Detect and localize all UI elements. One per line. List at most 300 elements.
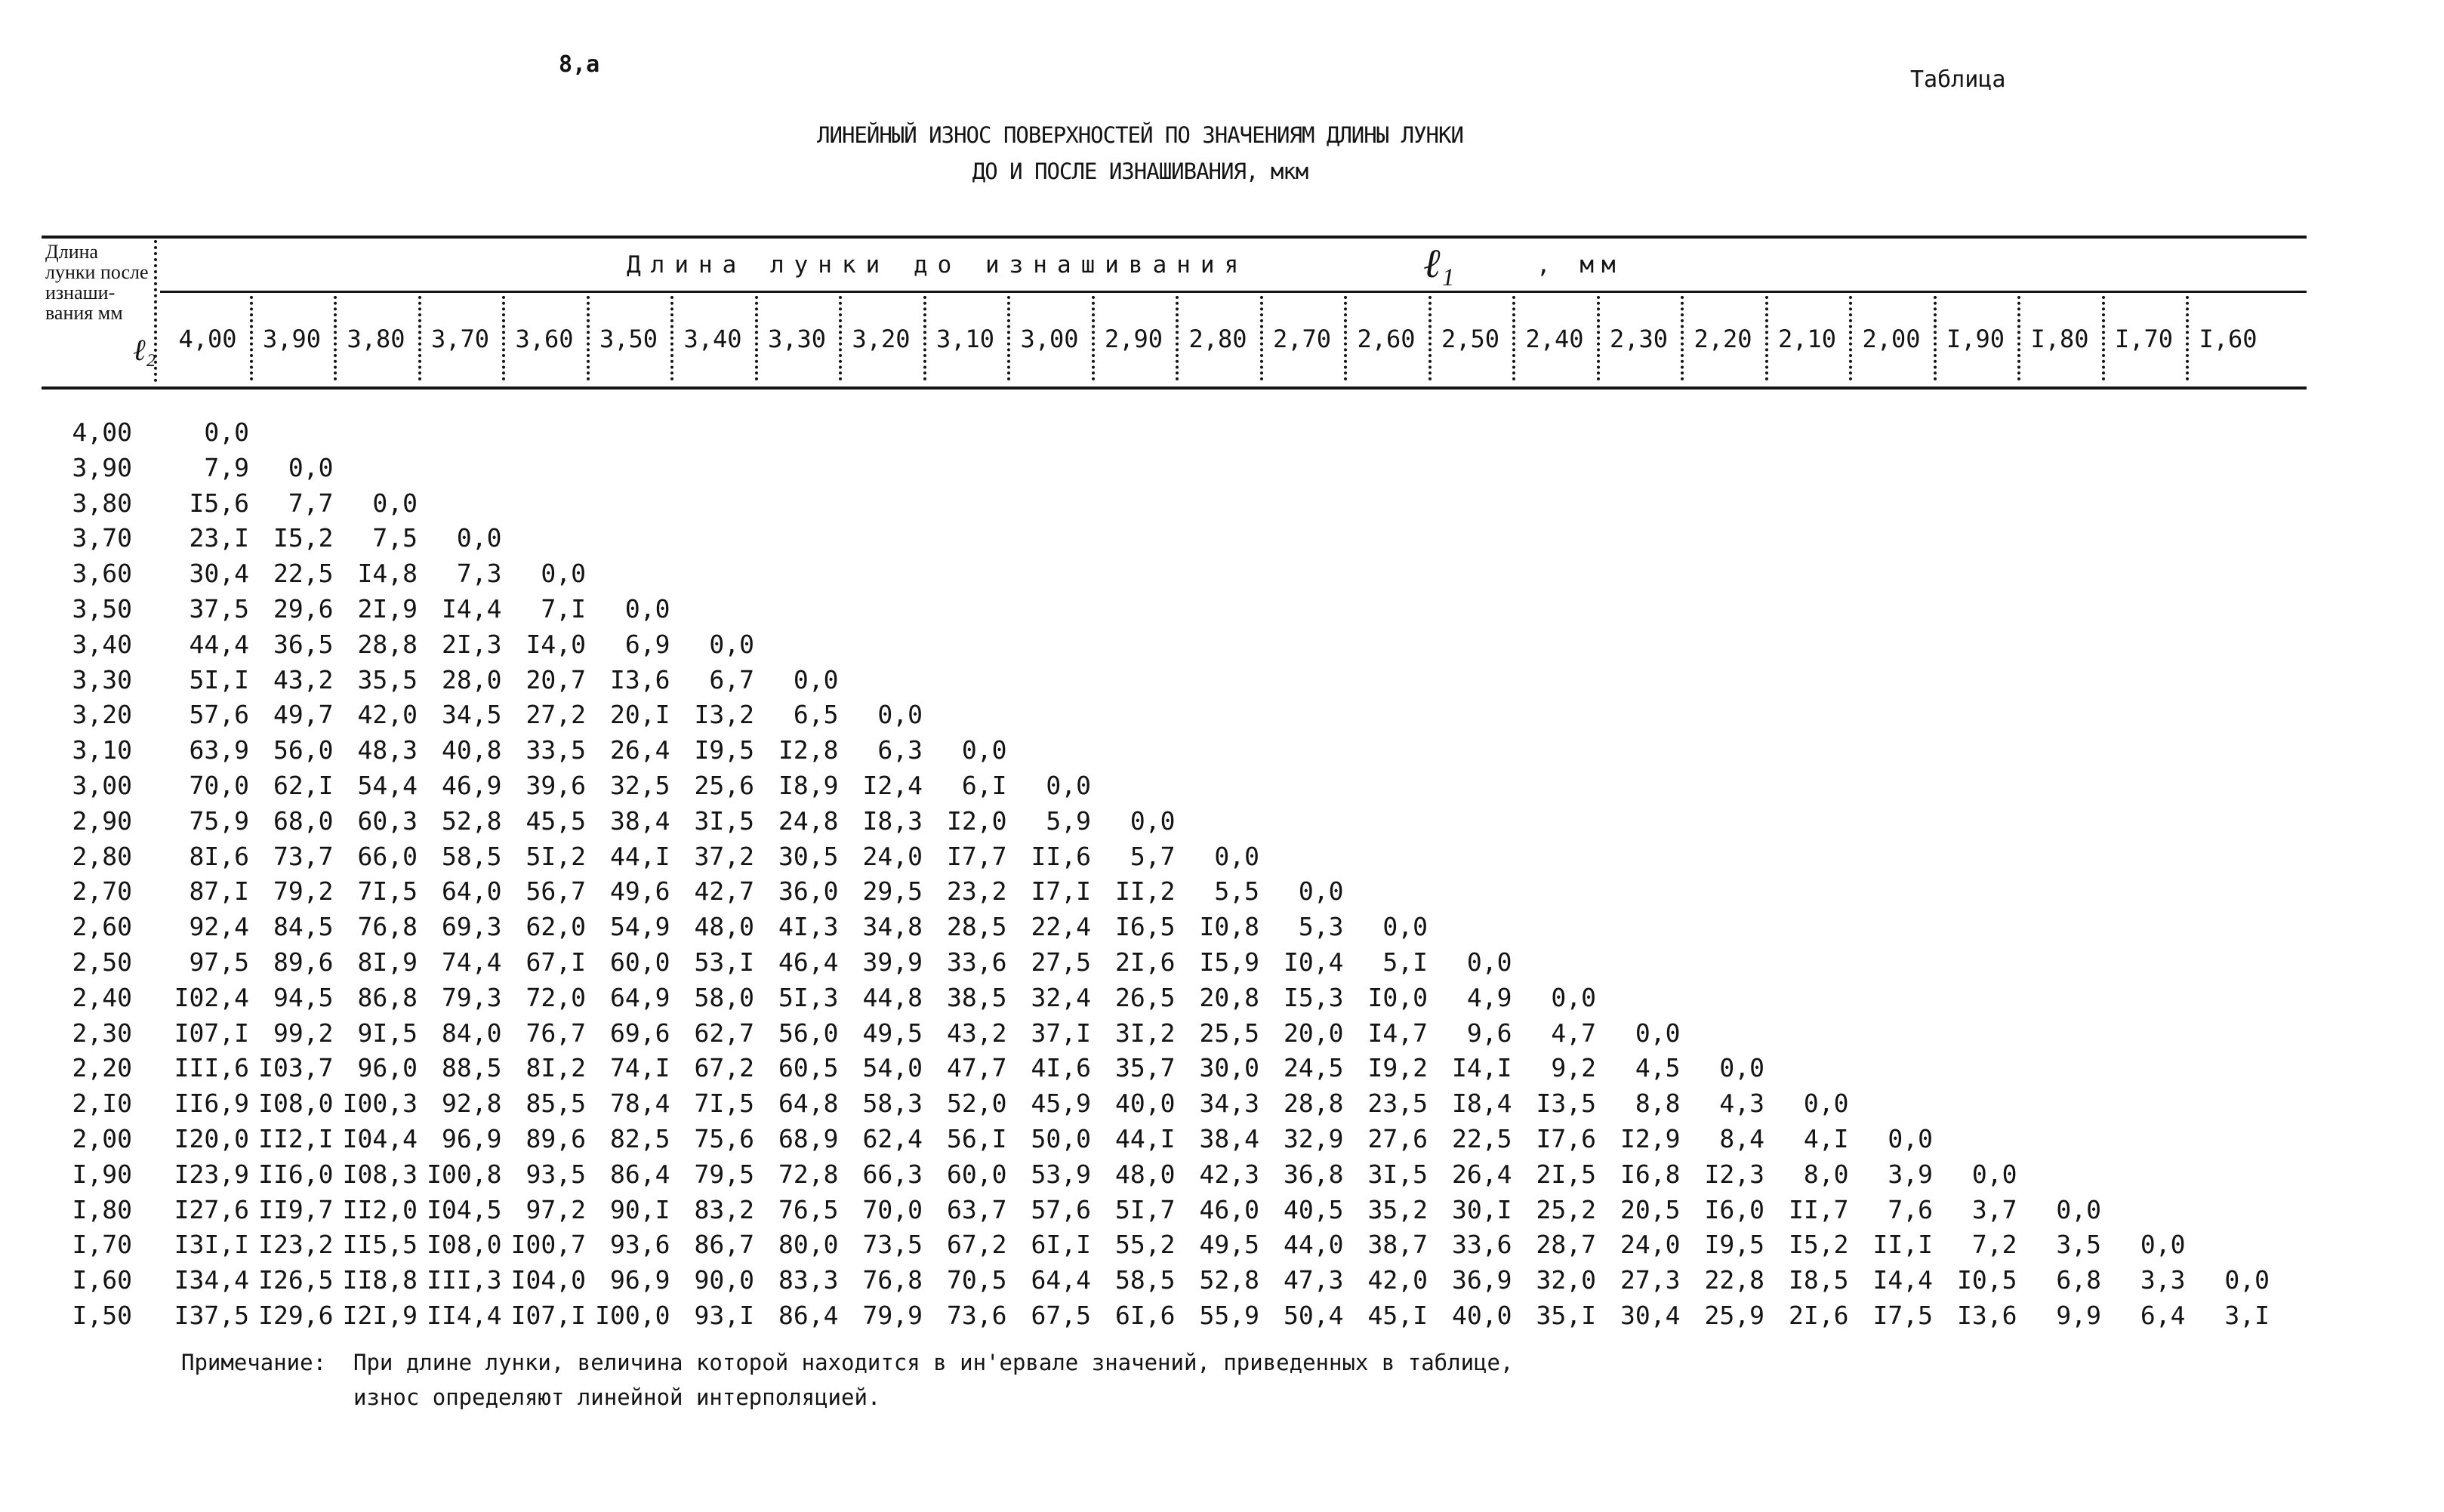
table-cell: 29,5 — [862, 876, 923, 907]
table-cell: 37,5 — [189, 594, 249, 624]
table-cell: 25,9 — [1704, 1301, 1764, 1330]
column-header: 2,70 — [1272, 325, 1332, 353]
table-cell: 39,6 — [525, 771, 586, 800]
table-cell: I04,4 — [342, 1124, 418, 1153]
table-cell: II,6 — [1031, 841, 1091, 871]
column-header: I,80 — [2030, 325, 2089, 353]
table-cell: I7,I — [1031, 876, 1091, 907]
table-cell: 33,5 — [525, 735, 586, 765]
row-header: 2,00 — [72, 1124, 132, 1153]
row-header: 3,60 — [72, 559, 132, 589]
table-cell: 93,I — [694, 1301, 754, 1330]
table-cell: 64,4 — [1031, 1265, 1091, 1295]
table-cell: 7,3 — [456, 559, 502, 589]
table-cell: 69,6 — [610, 1018, 670, 1048]
table-cell: 30,I — [1452, 1194, 1512, 1224]
table-cell: I5,2 — [1789, 1230, 1849, 1260]
table-cell: 75,6 — [694, 1124, 754, 1153]
column-header: 3,50 — [599, 325, 658, 353]
header-bottom-rule — [42, 386, 2307, 390]
row-header: I,70 — [72, 1230, 132, 1260]
table-cell: I04,5 — [427, 1194, 502, 1224]
column-header: 3,90 — [262, 325, 322, 353]
table-cell: 36,0 — [778, 876, 839, 907]
table-cell: 33,6 — [1452, 1230, 1512, 1260]
column-header: 2,30 — [1609, 325, 1669, 353]
table-cell: I4,4 — [442, 594, 502, 624]
table-cell: 32,5 — [610, 771, 670, 800]
column-header: I,90 — [1946, 325, 2005, 353]
table-cell: I6,0 — [1704, 1194, 1764, 1224]
table-cell: 36,9 — [1452, 1265, 1512, 1295]
table-cell: 42,0 — [357, 700, 418, 730]
column-separator — [250, 296, 253, 380]
table-cell: 3,9 — [1888, 1159, 1933, 1189]
table-cell: I3,6 — [610, 664, 670, 694]
table-cell: 72,0 — [525, 982, 586, 1012]
table-cell: 4,3 — [1719, 1089, 1764, 1119]
table-cell: 46,9 — [442, 771, 502, 800]
table-cell: 4,5 — [1635, 1053, 1681, 1083]
table-cell: 6,4 — [2140, 1301, 2186, 1330]
table-cell: 35,5 — [357, 664, 418, 694]
table-cell: 80,0 — [778, 1230, 839, 1260]
table-cell: 62,7 — [694, 1018, 754, 1048]
table-cell: I00,7 — [510, 1230, 586, 1260]
table-cell: 88,5 — [442, 1053, 502, 1083]
table-cell: I3,6 — [1957, 1301, 2017, 1330]
table-cell: 38,4 — [1199, 1124, 1259, 1153]
table-cell: 86,4 — [778, 1301, 839, 1330]
table-cell: 0,0 — [1130, 805, 1176, 836]
table-cell: 7,2 — [1971, 1230, 2017, 1260]
table-cell: 8,8 — [1635, 1089, 1681, 1119]
table-cell: I2,8 — [778, 735, 839, 765]
table-cell: 2I,6 — [1115, 947, 1176, 977]
table-cell: 90,0 — [694, 1265, 754, 1295]
table-cell: II,2 — [1115, 876, 1176, 907]
column-header: 3,60 — [515, 325, 574, 353]
column-separator — [1765, 296, 1768, 380]
table-cell: 2I,6 — [1789, 1301, 1849, 1330]
column-header: 3,20 — [852, 325, 911, 353]
table-cell: 54,9 — [610, 912, 670, 942]
table-cell: 26,4 — [1452, 1159, 1512, 1189]
column-header: 2,60 — [1357, 325, 1416, 353]
table-cell: 50,0 — [1031, 1124, 1091, 1153]
page-number: 8,а — [559, 51, 600, 78]
table-cell: 52,0 — [947, 1089, 1007, 1119]
table-cell: 3I,5 — [1367, 1159, 1428, 1189]
table-cell: 96,9 — [442, 1124, 502, 1153]
row-header: 3,70 — [72, 523, 132, 553]
column-header: 3,30 — [767, 325, 827, 353]
table-cell: 20,8 — [1199, 982, 1259, 1012]
table-cell: 62,4 — [862, 1124, 923, 1153]
table-cell: 76,5 — [778, 1194, 839, 1224]
table-cell: 35,I — [1536, 1301, 1596, 1330]
table-cell: II2,0 — [342, 1194, 418, 1224]
table-cell: I20,0 — [174, 1124, 249, 1153]
column-header: 3,10 — [935, 325, 995, 353]
table-cell: 25,5 — [1199, 1018, 1259, 1048]
table-cell: 90,I — [610, 1194, 670, 1224]
table-label: Таблица — [1910, 66, 2006, 93]
table-cell: 6I,I — [1031, 1230, 1091, 1260]
column-header: 2,40 — [1525, 325, 1584, 353]
table-cell: 93,5 — [525, 1159, 586, 1189]
table-cell: 0,0 — [2140, 1230, 2186, 1260]
table-cell: I4,8 — [357, 559, 418, 589]
table-cell: 8,0 — [1803, 1159, 1849, 1189]
column-header: 4,00 — [178, 325, 237, 353]
table-cell: 4,7 — [1551, 1018, 1596, 1048]
table-cell: I6,5 — [1115, 912, 1176, 942]
note-text-line-1: При длине лунки, величина которой находится в ин'ервале значений, приведенных в таблице, — [353, 1350, 1514, 1375]
table-cell: 22,4 — [1031, 912, 1091, 942]
table-cell: 0,0 — [961, 735, 1007, 765]
table-cell: I07,I — [174, 1018, 249, 1048]
table-cell: 46,0 — [1199, 1194, 1259, 1224]
column-separator — [755, 296, 758, 380]
column-separator — [2102, 296, 2105, 380]
table-cell: I04,0 — [510, 1265, 586, 1295]
table-cell: I2,4 — [862, 771, 923, 800]
column-separator — [1260, 296, 1263, 380]
column-header: 2,90 — [1104, 325, 1163, 353]
table-cell: 4I,6 — [1031, 1053, 1091, 1083]
table-cell: 24,0 — [862, 841, 923, 871]
table-cell: 5,3 — [1298, 912, 1344, 942]
table-cell: 0,0 — [709, 629, 754, 659]
header-divider-rule — [160, 291, 2307, 293]
table-cell: 0,0 — [541, 559, 586, 589]
table-cell: 7I,5 — [357, 876, 418, 907]
table-cell: 76,8 — [357, 912, 418, 942]
row-header: 3,50 — [72, 594, 132, 624]
table-cell: 37,2 — [694, 841, 754, 871]
table-cell: I08,0 — [427, 1230, 502, 1260]
table-cell: 45,I — [1367, 1301, 1428, 1330]
table-cell: 57,6 — [189, 700, 249, 730]
table-cell: 7,I — [541, 594, 586, 624]
table-cell: 43,2 — [273, 664, 334, 694]
table-cell: 48,3 — [357, 735, 418, 765]
column-header: 2,10 — [1777, 325, 1837, 353]
table-cell: I4,0 — [525, 629, 586, 659]
table-cell: 97,2 — [525, 1194, 586, 1224]
table-cell: 92,8 — [442, 1089, 502, 1119]
table-cell: 52,8 — [1199, 1265, 1259, 1295]
table-cell: 96,9 — [610, 1265, 670, 1295]
table-cell: 78,4 — [610, 1089, 670, 1119]
table-title-line-1: ЛИНЕЙНЫЙ ИЗНОС ПОВЕРХНОСТЕЙ ПО ЗНАЧЕНИЯМ ДЛИНЫ ЛУНКИ — [817, 122, 1463, 148]
table-cell: 0,0 — [1298, 876, 1344, 907]
table-cell: 75,9 — [189, 805, 249, 836]
table-cell: 0,0 — [288, 452, 334, 482]
table-cell: 30,4 — [189, 559, 249, 589]
table-cell: 20,7 — [525, 664, 586, 694]
row-header: 3,20 — [72, 700, 132, 730]
row-header: 3,10 — [72, 735, 132, 765]
table-cell: I00,8 — [427, 1159, 502, 1189]
table-cell: I5,6 — [189, 488, 249, 518]
row-header: 2,90 — [72, 805, 132, 836]
row-header: 2,I0 — [72, 1089, 132, 1119]
table-cell: 67,2 — [947, 1230, 1007, 1260]
row-header: I,90 — [72, 1159, 132, 1189]
table-cell: 54,4 — [357, 771, 418, 800]
table-cell: 7,9 — [204, 452, 249, 482]
table-cell: 63,7 — [947, 1194, 1007, 1224]
table-cell: 56,0 — [273, 735, 334, 765]
table-cell: 30,0 — [1199, 1053, 1259, 1083]
table-cell: 49,5 — [1199, 1230, 1259, 1260]
table-cell: 89,6 — [273, 947, 334, 977]
column-separator — [1344, 296, 1347, 380]
table-cell: I5,3 — [1284, 982, 1344, 1012]
column-header: 3,40 — [683, 325, 742, 353]
row-header: 4,00 — [72, 417, 132, 447]
table-top-rule — [42, 236, 2307, 239]
table-cell: 24,8 — [778, 805, 839, 836]
table-cell: 34,5 — [442, 700, 502, 730]
table-cell: 0,0 — [1971, 1159, 2017, 1189]
table-cell: 6,5 — [793, 700, 839, 730]
table-cell: I3,5 — [1536, 1089, 1596, 1119]
table-cell: 35,7 — [1115, 1053, 1176, 1083]
table-cell: 0,0 — [1382, 912, 1428, 942]
table-cell: 5,7 — [1130, 841, 1176, 871]
column-header: 3,70 — [430, 325, 490, 353]
table-cell: 32,0 — [1536, 1265, 1596, 1295]
table-cell: 22,5 — [273, 559, 334, 589]
table-cell: I2,9 — [1620, 1124, 1681, 1153]
table-cell: I7,6 — [1536, 1124, 1596, 1153]
table-cell: 27,6 — [1367, 1124, 1428, 1153]
table-cell: I7,7 — [947, 841, 1007, 871]
table-cell: 97,5 — [189, 947, 249, 977]
table-cell: 62,0 — [525, 912, 586, 942]
row-header: 2,20 — [72, 1053, 132, 1083]
row-header-symbol: ℓ₂ — [133, 333, 156, 367]
table-cell: 5I,3 — [778, 982, 839, 1012]
column-separator — [2186, 296, 2189, 380]
table-cell: 22,5 — [1452, 1124, 1512, 1153]
table-cell: 0,0 — [877, 700, 923, 730]
table-cell: 2I,5 — [1536, 1159, 1596, 1189]
table-cell: 32,4 — [1031, 982, 1091, 1012]
table-cell: I9,2 — [1367, 1053, 1428, 1083]
table-cell: 79,3 — [442, 982, 502, 1012]
table-cell: 49,5 — [862, 1018, 923, 1048]
table-cell: 86,8 — [357, 982, 418, 1012]
column-header: 2,80 — [1188, 325, 1247, 353]
table-cell: 9,6 — [1466, 1018, 1512, 1048]
table-cell: 53,I — [694, 947, 754, 977]
table-cell: 55,9 — [1199, 1301, 1259, 1330]
table-cell: 40,0 — [1452, 1301, 1512, 1330]
table-cell: 8,4 — [1719, 1124, 1764, 1153]
row-header: 3,40 — [72, 629, 132, 659]
table-cell: 70,5 — [947, 1265, 1007, 1295]
table-cell: 60,3 — [357, 805, 418, 836]
table-cell: I26,5 — [258, 1265, 334, 1295]
note-text-line-2: износ определяют линейной интерполяцией. — [353, 1384, 881, 1410]
table-cell: I8,4 — [1452, 1089, 1512, 1119]
table-cell: 44,I — [1115, 1124, 1176, 1153]
table-cell: 76,7 — [525, 1018, 586, 1048]
table-cell: 48,0 — [694, 912, 754, 942]
table-cell: 83,2 — [694, 1194, 754, 1224]
table-cell: 82,5 — [610, 1124, 670, 1153]
table-cell: I27,6 — [174, 1194, 249, 1224]
table-cell: 48,0 — [1115, 1159, 1176, 1189]
table-cell: I8,9 — [778, 771, 839, 800]
row-header: 3,30 — [72, 664, 132, 694]
column-separator — [1597, 296, 1600, 380]
table-cell: 7,5 — [372, 523, 418, 553]
table-cell: I5,2 — [273, 523, 334, 553]
table-cell: 0,0 — [1046, 771, 1091, 800]
table-cell: 27,5 — [1031, 947, 1091, 977]
table-cell: 70,0 — [862, 1194, 923, 1224]
table-cell: 5,9 — [1046, 805, 1091, 836]
row-header: 2,30 — [72, 1018, 132, 1048]
column-unit: , мм — [1536, 251, 1623, 279]
table-cell: 79,9 — [862, 1301, 923, 1330]
table-cell: I08,0 — [258, 1089, 334, 1119]
table-cell: 47,7 — [947, 1053, 1007, 1083]
table-cell: 63,9 — [189, 735, 249, 765]
table-cell: 0,0 — [204, 417, 249, 447]
table-cell: 87,I — [189, 876, 249, 907]
table-cell: 44,8 — [862, 982, 923, 1012]
table-cell: 0,0 — [1888, 1124, 1933, 1153]
table-cell: 96,0 — [357, 1053, 418, 1083]
table-cell: 30,4 — [1620, 1301, 1681, 1330]
table-cell: 6I,6 — [1115, 1301, 1176, 1330]
table-cell: 68,0 — [273, 805, 334, 836]
table-cell: III,3 — [427, 1265, 502, 1295]
table-cell: 85,5 — [525, 1089, 586, 1119]
table-cell: 56,7 — [525, 876, 586, 907]
column-header: 3,00 — [1020, 325, 1079, 353]
table-cell: 36,8 — [1284, 1159, 1344, 1189]
column-header: 3,80 — [347, 325, 405, 353]
table-cell: 73,7 — [273, 841, 334, 871]
table-cell: I00,3 — [342, 1089, 418, 1119]
row-header-caption: Длина лунки после изнаши- вания мм — [45, 241, 149, 324]
row-header: 2,70 — [72, 876, 132, 907]
table-cell: 8I,6 — [189, 841, 249, 871]
table-cell: 44,0 — [1284, 1230, 1344, 1260]
table-cell: 64,0 — [442, 876, 502, 907]
table-cell: 8I,2 — [525, 1053, 586, 1083]
table-cell: I02,4 — [174, 982, 249, 1012]
column-separator — [587, 296, 590, 380]
table-cell: 3,I — [2224, 1301, 2270, 1330]
table-cell: 56,0 — [778, 1018, 839, 1048]
table-cell: 23,5 — [1367, 1089, 1428, 1119]
table-cell: 25,2 — [1536, 1194, 1596, 1224]
table-cell: I0,0 — [1367, 982, 1428, 1012]
table-cell: 72,8 — [778, 1159, 839, 1189]
row-header: 2,80 — [72, 841, 132, 871]
table-cell: 60,0 — [947, 1159, 1007, 1189]
table-cell: 9,2 — [1551, 1053, 1596, 1083]
table-cell: 29,6 — [273, 594, 334, 624]
table-cell: 58,0 — [694, 982, 754, 1012]
table-cell: 27,2 — [525, 700, 586, 730]
table-cell: I3I,I — [174, 1230, 249, 1260]
table-cell: 0,0 — [793, 664, 839, 694]
table-cell: 5,I — [1382, 947, 1428, 977]
table-cell: 32,9 — [1284, 1124, 1344, 1153]
table-cell: I00,0 — [595, 1301, 670, 1330]
table-cell: 27,3 — [1620, 1265, 1681, 1295]
row-header: 2,60 — [72, 912, 132, 942]
table-cell: 42,0 — [1367, 1265, 1428, 1295]
table-cell: 28,8 — [357, 629, 418, 659]
table-cell: 56,I — [947, 1124, 1007, 1153]
table-cell: 45,9 — [1031, 1089, 1091, 1119]
table-cell: 89,6 — [525, 1124, 586, 1153]
table-cell: 42,3 — [1199, 1159, 1259, 1189]
table-cell: 38,4 — [610, 805, 670, 836]
table-cell: 7,6 — [1888, 1194, 1933, 1224]
table-cell: 38,5 — [947, 982, 1007, 1012]
table-cell: 20,0 — [1284, 1018, 1344, 1048]
table-cell: 55,2 — [1115, 1230, 1176, 1260]
column-header: I,60 — [2199, 325, 2258, 353]
table-cell: 73,5 — [862, 1230, 923, 1260]
table-cell: I6,8 — [1620, 1159, 1681, 1189]
table-cell: 74,I — [610, 1053, 670, 1083]
table-cell: 66,3 — [862, 1159, 923, 1189]
table-cell: 40,8 — [442, 735, 502, 765]
table-cell: I2,3 — [1704, 1159, 1764, 1189]
table-cell: 34,3 — [1199, 1089, 1259, 1119]
row-header: 3,90 — [72, 452, 132, 482]
table-cell: 3,3 — [2140, 1265, 2186, 1295]
table-cell: I0,5 — [1957, 1265, 2017, 1295]
note-label: Примечание: — [181, 1350, 327, 1375]
table-cell: 38,7 — [1367, 1230, 1428, 1260]
row-header: I,50 — [72, 1301, 132, 1330]
table-cell: 99,2 — [273, 1018, 334, 1048]
row-header: 3,00 — [72, 771, 132, 800]
table-cell: 26,4 — [610, 735, 670, 765]
table-cell: 70,0 — [189, 771, 249, 800]
column-separator — [670, 296, 673, 380]
table-cell: 37,I — [1031, 1018, 1091, 1048]
column-separator — [1934, 296, 1937, 380]
column-span-label: Длина лунки до изнашивания — [627, 251, 1249, 279]
table-cell: 23,2 — [947, 876, 1007, 907]
table-cell: 53,9 — [1031, 1159, 1091, 1189]
column-header: 2,20 — [1694, 325, 1752, 353]
table-cell: II2,I — [258, 1124, 334, 1153]
table-cell: 44,I — [610, 841, 670, 871]
table-cell: 50,4 — [1284, 1301, 1344, 1330]
table-cell: I08,3 — [342, 1159, 418, 1189]
table-cell: 0,0 — [1214, 841, 1259, 871]
table-cell: 33,6 — [947, 947, 1007, 977]
table-cell: 57,6 — [1031, 1194, 1091, 1224]
table-cell: 6,7 — [709, 664, 754, 694]
table-cell: 60,0 — [610, 947, 670, 977]
